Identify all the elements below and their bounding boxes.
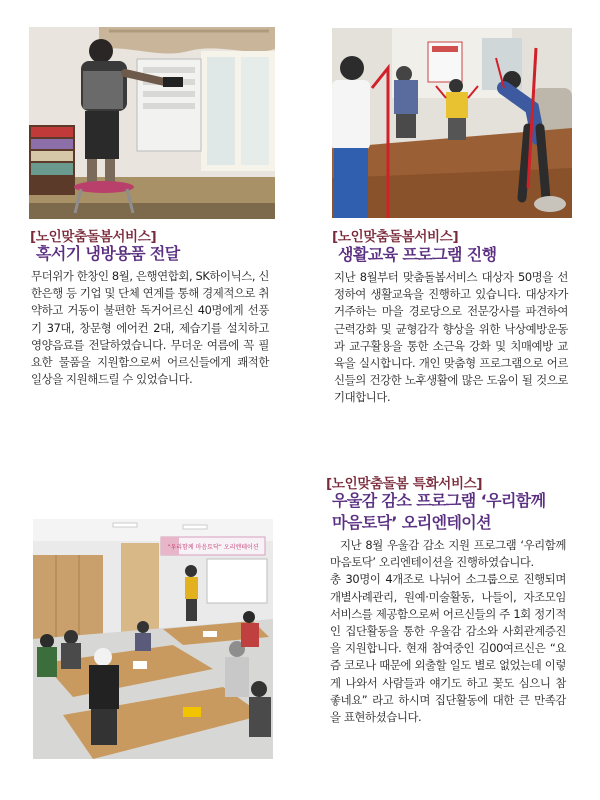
article-2-body: 지난 8월부터 맞춤돌봄서비스 대상자 50명을 선정하여 생활교육을 진행하고 있습니다. 대상자가 거주하는 마을 경로당으로 전문강사를 파견하여 근력강화 및 균형감각 향상을 위한 낙상예방운동과 교구활용을 통한 소근육 강화 및 치매예방 교육을 실시합니다. 개인 맞춤형 프로그램으로 어르신들의 건강한 노후생활에 많은 도움이 될 것으로 기대합니다. [334,270,568,405]
article-3-title [332,490,600,534]
band-exercise-class-photo [332,28,572,218]
photo-band-exercise [332,28,572,218]
article-1-title: 혹서기 냉방용품 전달 [36,244,180,263]
article-3-body-paragraph-1: 지난 8월 우울감 감소 지원 프로그램 ‘우리함께 마음토닥’ 오리엔테이션을 진행하였습니다. [330,538,566,570]
article-3-category-tag: [노인맞춤돌봄 특화서비스] [326,476,483,492]
article-1-body: 무더위가 한창인 8월, 은행연합회, SK하이닉스, 신한은행 등 기업 및 단체 연계를 통해 경제적으로 취약하고 거동이 불편한 독거어르신 40명에게 선풍기 37대, 창문형 에어컨 2대, 제습기를 설치하고 영양음료를 전달하였습니다. 무더운 여름에 꼭 필요한 물품을 지원함으로써 어르신들에게 쾌적한 일상을 지원해드릴 수 있었습니다. [31,269,269,387]
photo-aircon-install [29,27,275,219]
article-2-title: 생활교육 프로그램 진행 [338,245,497,264]
article-3-body [330,537,566,726]
article-3-title-line-1: 우울감 감소 프로그램 ‘우리함께 [332,491,546,510]
orientation-meeting-room-photo [33,519,273,759]
article-3-body-paragraph-2: 총 30명이 4개조로 나뉘어 소그룹으로 진행되며 개별사례관리, 원예·미술활동, 나들이, 자조모임 서비스를 제공함으로써 어르신들의 주 1회 정기적인 집단활동을 통한 우울감 감소와 사회관계증진을 지원합니다. 현재 참여중인 김00여르신은 “요즘 코로나 때문에 외출할 일도 별로 없었는데 이렇게 나와서 사람들과 얘기도 하고 꽃도 심으니 참 좋네요” 라고 하시며 집단활동에 대한 큰 만족감을 표현하셨습니다. [330,572,566,725]
photo-orientation-meeting [33,519,273,759]
article-3-title-line-2: 마음토닥’ 오리엔테이션 [332,513,492,532]
article-2-category-tag: [노인맞춤돌봄서비스] [332,229,459,245]
air-conditioner-installation-photo [29,27,275,219]
orientation-banner-text: “우리함께 마음토닥” 오리엔테이션 [167,544,259,551]
article-1-category-tag: [노인맞춤돌봄서비스] [30,229,157,245]
